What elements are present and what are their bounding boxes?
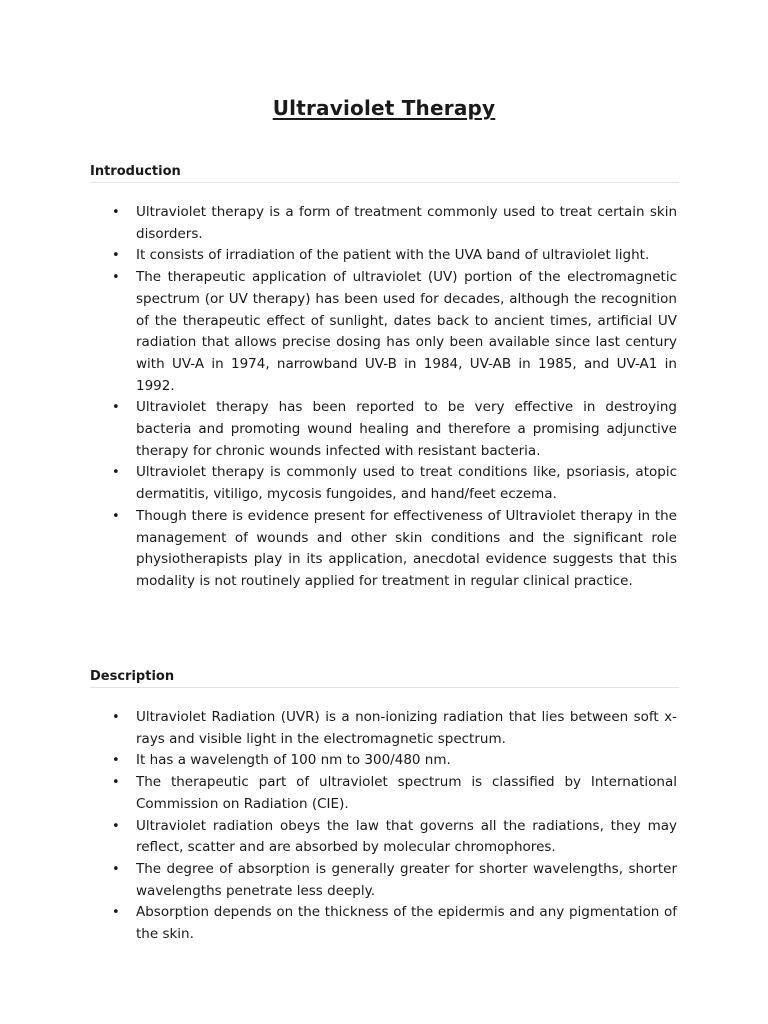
list-item [90, 397, 677, 462]
description-bullet-list [90, 707, 677, 946]
bullet-icon: • [112, 205, 120, 220]
bullet-icon: • [112, 861, 120, 877]
bullet-text: Ultraviolet Radiation (UVR) is a non-ionizing radiation that lies between soft x-rays and visible light in the electromagnetic spectrum. [136, 709, 677, 747]
bullet-text: It consists of irradiation of the patient with the UVA band of ultraviolet light. [136, 247, 650, 264]
bullet-text: Ultraviolet therapy is commonly used to treat conditions like, psoriasis, atopic dermatitis, vitiligo, mycosis fungoides, and hand/feet eczema. [136, 464, 677, 503]
list-item [90, 202, 677, 245]
introduction-bullet-list [90, 202, 677, 593]
section-heading-introduction: Introduction [90, 164, 679, 183]
bullet-icon: • [112, 710, 120, 725]
bullet-text: Ultraviolet therapy has been reported to be very effective in destroying bacteria and promoting wound healing and therefore a promising adjunctive therapy for chronic wounds infected with resistant bacteria. [136, 399, 677, 459]
bullet-icon: • [112, 248, 120, 264]
list-item [90, 750, 677, 772]
bullet-text: The therapeutic part of ultraviolet spectrum is classified by International Commission on Radiation (CIE). [136, 774, 677, 812]
bullet-icon: • [112, 753, 120, 769]
bullet-icon: • [112, 465, 120, 481]
list-item [90, 707, 677, 750]
list-item [90, 772, 677, 815]
list-item [90, 902, 677, 945]
bullet-text: The therapeutic application of ultraviolet (UV) portion of the electromagnetic spectrum (or UV therapy) has been used for decades, although the recognition of the therapeutic effect of sunlight, dates back to ancient times, artificial UV radiation that allows precise dosing has only been available since last century with UV-A in 1974, narrowband UV-B in 1984, UV-AB in 1985, and UV-A1 in 1992. [136, 269, 677, 394]
list-item [90, 267, 677, 397]
list-item [90, 859, 677, 902]
bullet-text: The degree of absorption is generally greater for shorter wavelengths, shorter wavelengths penetrate less deeply. [136, 860, 677, 899]
bullet-icon: • [112, 400, 120, 416]
document-title: Ultraviolet Therapy [272, 96, 496, 120]
section-heading-description: Description [90, 669, 679, 688]
bullet-icon: • [112, 905, 120, 921]
bullet-text: Ultraviolet radiation obeys the law that governs all the radiations, they may reflect, scatter and are absorbed by molecular chromophores. [136, 817, 677, 856]
list-item [90, 245, 677, 267]
bullet-text: Absorption depends on the thickness of the epidermis and any pigmentation of the skin. [136, 904, 677, 943]
bullet-icon: • [112, 818, 120, 834]
bullet-icon: • [112, 270, 120, 286]
bullet-icon: • [112, 508, 120, 524]
list-item [90, 506, 677, 593]
list-item [90, 816, 677, 859]
list-item [90, 462, 677, 505]
bullet-text: Ultraviolet therapy is a form of treatment commonly used to treat certain skin disorders. [136, 204, 677, 242]
bullet-text: It has a wavelength of 100 nm to 300/480 nm. [136, 752, 451, 769]
bullet-icon: • [112, 775, 120, 791]
bullet-text: Though there is evidence present for effectiveness of Ultraviolet therapy in the management of wounds and other skin conditions and the significant role physiotherapists play in its application, anecdotal evidence suggests that this modality is not routinely applied for treatment in regular clinical practice. [136, 507, 677, 589]
